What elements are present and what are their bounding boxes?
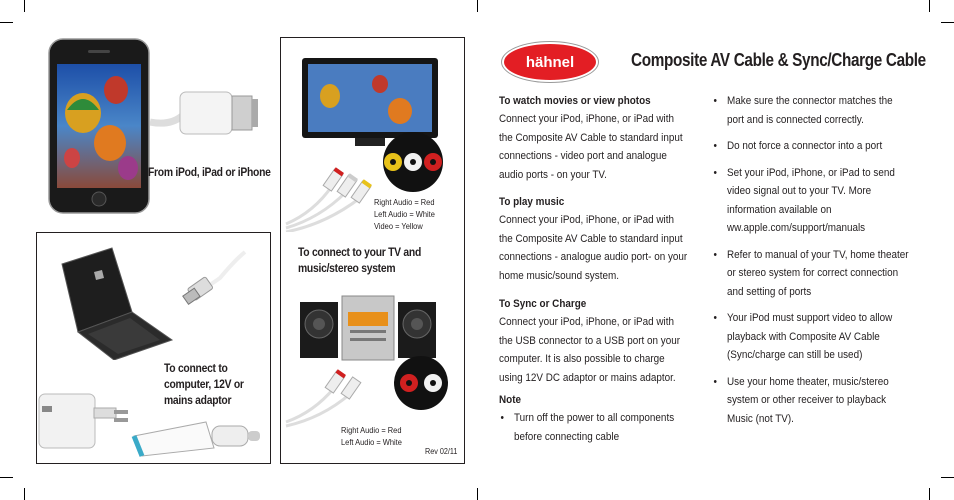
crop-mark: [929, 488, 930, 500]
brand-logo: [502, 42, 598, 82]
tv-port-video: Video = Yellow: [374, 221, 423, 231]
note-heading: Note: [499, 394, 522, 406]
list-item: [713, 246, 912, 302]
tip-text: Refer to manual of your TV, home theater or stereo system for correct connection and setting of ports: [727, 248, 909, 298]
crop-mark: [0, 477, 13, 478]
section-text: Connect your iPod, iPhone, or iPad with the Composite AV Cable to standard input connections - video port and analogue audio ports - on your TV.: [499, 113, 683, 181]
crop-mark: [477, 0, 478, 12]
tip-text: Set your iPod, iPhone, or iPad to send video signal out to your TV. More information available on ww.apple.com/support/manuals: [727, 166, 895, 234]
crop-mark: [24, 0, 25, 12]
bullet-icon: •: [713, 95, 717, 107]
rca-ports-image: [376, 131, 451, 193]
note-list: [500, 409, 676, 446]
iphone-image: [48, 38, 150, 214]
bullet-icon: •: [500, 412, 504, 424]
crop-mark: [941, 477, 954, 478]
tip-text: Do not force a connector into a port: [727, 140, 883, 152]
bullet-icon: •: [713, 312, 717, 324]
tv-port-left: Left Audio = White: [374, 209, 435, 219]
instruction-section: [499, 193, 704, 295]
list-item: [713, 92, 912, 129]
stereo-port-right: Right Audio = Red: [341, 425, 402, 435]
crop-mark: [24, 488, 25, 500]
mains-adaptor-image: [36, 390, 136, 455]
bullet-icon: •: [713, 166, 717, 179]
tip-text: Your iPod must support video to allow playback with Composite AV Cable (Sync/charge can still be used): [727, 312, 893, 361]
list-item: [713, 137, 912, 156]
crop-mark: [0, 22, 13, 23]
stereo-image: [298, 294, 440, 362]
list-item: [500, 409, 676, 446]
list-item: [713, 373, 912, 429]
section-heading: To Sync or Charge: [499, 298, 587, 310]
usb-plug-image: [180, 250, 250, 310]
brand-logo-text: hähnel: [525, 53, 575, 71]
bullet-icon: •: [713, 375, 717, 388]
stereo-port-left: Left Audio = White: [341, 437, 402, 447]
tv-port-legend: [374, 196, 435, 232]
note-item-text: Turn off the power to all components before connecting cable: [514, 412, 675, 443]
laptop-image: [52, 242, 177, 360]
tv-connect-label: To connect to your TV and music/stereo system: [298, 247, 422, 275]
computer-label: To connect to computer, 12V or mains adaptor: [164, 363, 244, 407]
section-text: Connect your iPod, iPhone, or iPad with the USB connector to a USB port on your computer. It is also possible to charge using 12V DC adaptor or mains adaptor.: [499, 316, 681, 384]
tips-column: [713, 92, 922, 428]
tip-text: Use your home theater, music/stereo system or other receiver to playback Music (not TV).: [727, 375, 889, 425]
section-heading: To watch movies or view photos: [499, 95, 651, 107]
instruction-section: [499, 92, 704, 193]
tv-port-right: Right Audio = Red: [374, 197, 435, 207]
bullet-icon: •: [713, 248, 717, 261]
revision: Rev 02/11: [425, 446, 458, 456]
list-item: [713, 309, 912, 365]
crop-mark: [941, 22, 954, 23]
device-label: From iPod, iPad or iPhone: [148, 167, 271, 179]
tip-text: Make sure the connector matches the port and is connected correctly.: [727, 95, 893, 126]
dock-connector-image: [150, 82, 270, 142]
bullet-icon: •: [713, 140, 717, 152]
list-item: [713, 164, 912, 238]
section-heading: To play music: [499, 196, 565, 208]
stereo-port-legend: [341, 424, 402, 448]
tips-list: [713, 92, 912, 428]
section-text: Connect your iPod, iPhone, or iPad with the Composite AV Cable to standard input connections - analogue audio port- on your home music/sound system.: [499, 214, 688, 282]
rca-cable-image: [284, 368, 374, 428]
rca-cable-image: [284, 162, 376, 232]
rca-ports-image: [392, 355, 450, 411]
instructions-column: [499, 92, 704, 446]
instruction-section: [499, 295, 704, 391]
note-section: [499, 391, 704, 446]
car-adaptor-image: [128, 412, 268, 462]
crop-mark: [929, 0, 930, 12]
crop-mark: [477, 488, 478, 500]
page-title: Composite AV Cable & Sync/Charge Cable: [631, 50, 926, 70]
